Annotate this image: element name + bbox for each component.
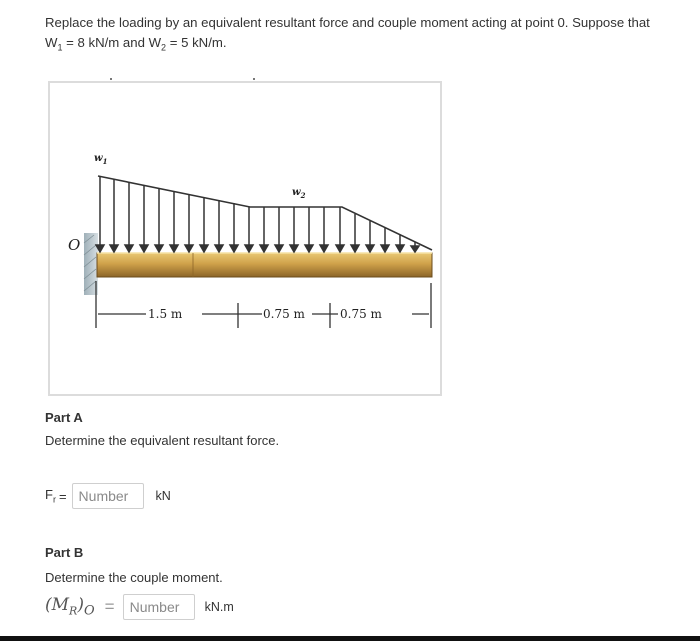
dim-1-5m: 1.5 m [148, 307, 183, 321]
stray-mark [253, 78, 255, 80]
w2-subscript: 2 [161, 42, 167, 53]
moment-unit: kN.m [204, 600, 234, 614]
w1-subscript: 1 [57, 42, 63, 53]
part-b-prompt: Determine the couple moment. [45, 570, 223, 585]
stray-mark [110, 78, 112, 80]
w2-label: $w_2$ [292, 187, 306, 200]
problem-end: = 5 kN/m. [166, 35, 227, 50]
loading-figure [48, 81, 442, 396]
moment-input[interactable] [123, 594, 195, 620]
force-unit: kN [155, 489, 171, 503]
w2-symbol: W [148, 35, 162, 50]
bottom-bar [0, 636, 700, 641]
fr-label: $F_r$ [45, 487, 56, 505]
beam-diagram [50, 83, 440, 394]
moment-equals: = [104, 597, 115, 616]
part-a-prompt: Determine the equivalent resultant force. [45, 433, 280, 448]
part-b-title: Part B [45, 545, 84, 560]
problem-mid: = 8 kN/m and [62, 35, 149, 50]
problem-text: Replace the loading by an equivalent resultant force and couple moment acting at point 0. Suppose that [45, 15, 650, 30]
w1-symbol: W [45, 35, 58, 50]
point-o-label: O [68, 236, 81, 254]
moment-label: $(M_R)_O$ [45, 595, 95, 619]
force-input[interactable] [72, 483, 144, 509]
beam [97, 253, 432, 277]
problem-statement [45, 13, 685, 58]
load-envelope [98, 176, 432, 250]
load-arrows [96, 176, 419, 252]
part-a-answer-row [45, 483, 171, 509]
dim-0-75m-second: 0.75 m [340, 307, 382, 321]
part-b-answer-row [45, 594, 234, 620]
part-a-title: Part A [45, 410, 83, 425]
dim-0-75m-first: 0.75 m [263, 307, 305, 321]
fr-equals: = [58, 488, 67, 504]
w1-label: $w_1$ [94, 153, 108, 166]
